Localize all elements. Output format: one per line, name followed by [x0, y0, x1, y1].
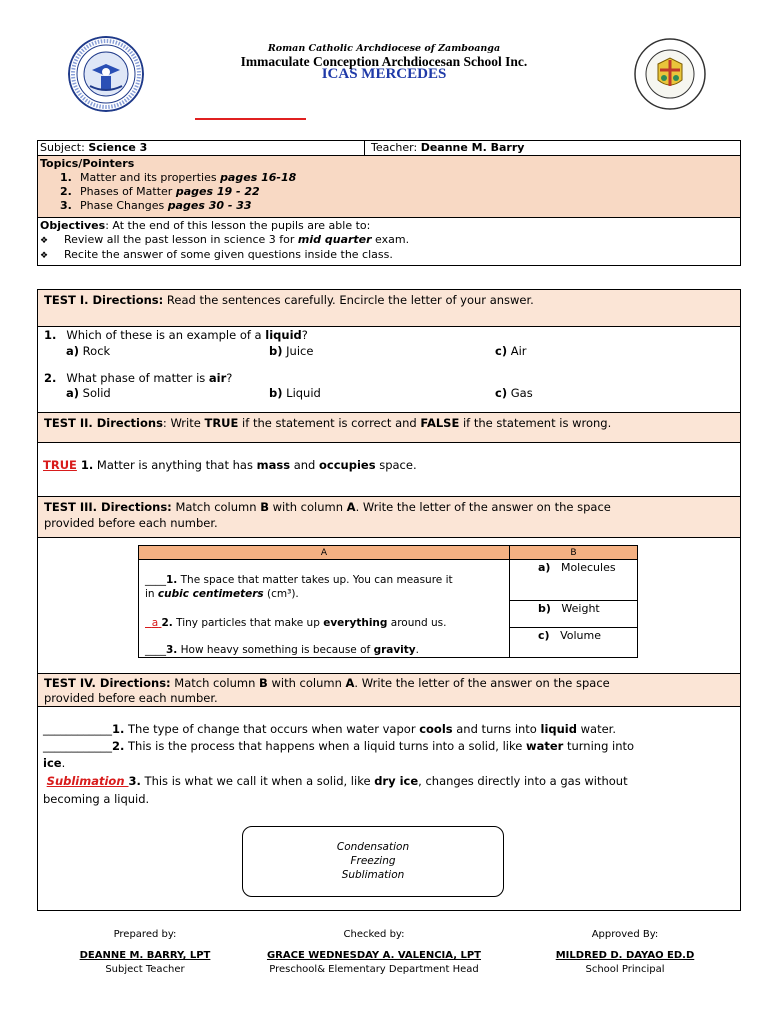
objectives-row: [38, 218, 740, 265]
false-keyword: FALSE: [420, 416, 460, 430]
item-number: 3.: [128, 774, 141, 788]
item-text: How heavy something is because of: [177, 644, 374, 656]
item-keyword: everything: [323, 617, 388, 629]
word-bank-item: Freezing: [350, 855, 396, 867]
topic-text: Phase Changes: [80, 199, 168, 212]
topic-item: [40, 171, 738, 185]
item-keyword: liquid: [540, 722, 577, 736]
test3-directions-part: . Write the letter of the answer on the space: [355, 500, 611, 514]
choice-a[interactable]: a) Solid: [66, 386, 111, 400]
topic-text: Phases of Matter: [80, 185, 176, 198]
item-keyword: cools: [419, 722, 453, 736]
test3-directions-part: Match column: [171, 500, 261, 514]
match-option-c: [510, 628, 637, 657]
option-text: Weight: [561, 602, 600, 615]
choice-b[interactable]: b) Juice: [269, 344, 314, 358]
item-text: and: [290, 458, 319, 472]
match-item-2: [145, 616, 446, 630]
test3-label: TEST III. Directions:: [44, 500, 172, 514]
test4-answer[interactable]: Sublimation: [46, 774, 129, 788]
test4-directions-part: . Write the letter of the answer on the space: [354, 676, 610, 690]
test1-q1: [44, 327, 308, 343]
test4-directions-band: [38, 673, 740, 707]
test3-directions-part: with column: [268, 500, 347, 514]
test2-item: [43, 457, 417, 473]
test4-q1: [43, 721, 733, 737]
item-text: in: [145, 588, 158, 600]
choice-c[interactable]: c) Gas: [495, 386, 533, 400]
signatory-role: School Principal: [585, 964, 665, 975]
signatory-name: MILDRED D. DAYAO ED.D: [555, 950, 695, 961]
column-a-ref: A: [346, 500, 356, 514]
objective-emphasis: mid quarter: [297, 233, 372, 246]
topics-label: Topics/Pointers: [40, 157, 135, 170]
question-end: ?: [226, 371, 233, 385]
objective-item: [40, 233, 738, 248]
teacher-value: Deanne M. Barry: [420, 141, 525, 154]
objectives-intro: : At the end of this lesson the pupils are able to:: [105, 219, 371, 232]
item-keyword: dry ice: [374, 774, 419, 788]
test2-label: TEST II. Directions: [44, 416, 163, 430]
signature-label: Approved By:: [591, 929, 659, 940]
signature-checked: [254, 926, 494, 976]
topic-num: 1.: [60, 171, 72, 184]
word-bank-box: [242, 826, 504, 897]
test2-directions-part: if the statement is wrong.: [459, 416, 612, 430]
subject-label: Subject:: [40, 141, 85, 154]
test2-directions-part: : Write: [162, 416, 205, 430]
answer-blank[interactable]: ____________: [43, 739, 112, 753]
item-text: water.: [576, 722, 617, 736]
test3-directions-band: [38, 496, 740, 538]
diamond-bullet-icon: ❖: [40, 236, 49, 246]
true-keyword: TRUE: [204, 416, 239, 430]
item-text: .: [61, 756, 66, 770]
item-text: Matter is anything that has: [93, 458, 257, 472]
topics-row: [38, 156, 740, 218]
column-b-header: B: [510, 546, 637, 560]
word-bank-item: Condensation: [336, 841, 410, 853]
test3-directions-line2: provided before each number.: [44, 516, 218, 530]
item-number: 2.: [161, 617, 173, 629]
signature-label: Checked by:: [343, 929, 405, 940]
column-b-ref: B: [260, 500, 269, 514]
question-end: ?: [301, 328, 308, 342]
topic-item: [40, 199, 738, 213]
topic-num: 2.: [60, 185, 72, 198]
column-a-ref: A: [345, 676, 355, 690]
option-letter: a): [538, 561, 551, 574]
item-text: (cm³).: [263, 588, 299, 600]
match-option-b: [510, 601, 637, 628]
test1-label: TEST I. Directions:: [44, 293, 164, 307]
column-b-ref: B: [259, 676, 268, 690]
item-text: around us.: [387, 617, 447, 629]
question-text: What phase of matter is: [66, 371, 209, 385]
objective-text-end: exam.: [371, 233, 410, 246]
item-text: The space that matter takes up. You can measure it: [177, 574, 453, 586]
lesson-info-table: [37, 140, 741, 266]
choice-c[interactable]: c) Air: [495, 344, 527, 358]
header-red-rule: [195, 118, 306, 120]
diamond-bullet-icon: ❖: [40, 251, 49, 261]
item-keyword: gravity: [373, 644, 416, 656]
question-keyword: air: [208, 371, 227, 385]
school-name: Immaculate Conception Archdiocesan School Inc.: [240, 54, 528, 69]
subject-value: Science 3: [88, 141, 148, 154]
signatory-role: Subject Teacher: [105, 964, 185, 975]
topic-text: Matter and its properties: [80, 171, 221, 184]
column-a-header: A: [139, 546, 510, 560]
test4-directions-line2: provided before each number.: [44, 691, 218, 705]
test1-q2: [44, 370, 232, 386]
question-keyword: liquid: [265, 328, 302, 342]
signatory-name: DEANNE M. BARRY, LPT: [79, 950, 211, 961]
answer-blank[interactable]: ____: [145, 574, 166, 586]
item-text: The type of change that occurs when water vapor: [124, 722, 420, 736]
item-number: 1.: [76, 458, 94, 472]
item-keyword: ice: [43, 756, 62, 770]
test4-label: TEST IV. Directions:: [44, 676, 171, 690]
teacher-cell: [371, 141, 524, 155]
column-a-cell: [139, 560, 510, 657]
test1-directions: Read the sentences carefully. Encircle the letter of your answer.: [163, 293, 534, 307]
item-number: 3.: [166, 644, 178, 656]
match-item-1: [145, 573, 453, 601]
test2-directions-band: [38, 412, 740, 443]
test4-q3: [43, 772, 733, 808]
objectives-label: Objectives: [40, 219, 106, 232]
item-text: .: [415, 644, 419, 656]
signatory-name: GRACE WEDNESDAY A. VALENCIA, LPT: [266, 950, 482, 961]
topic-item: [40, 185, 738, 199]
item-number: 1.: [166, 574, 178, 586]
match-item-3: [145, 643, 419, 657]
question-number: 2.: [44, 371, 57, 385]
option-letter: c): [538, 629, 550, 642]
topic-num: 3.: [60, 199, 72, 212]
item-number: 1.: [112, 722, 125, 736]
objective-text: Recite the answer of some given questions inside the class.: [64, 248, 393, 261]
teacher-label: Teacher:: [371, 141, 418, 154]
subject-row: [38, 141, 740, 156]
topic-pages: pages 19 - 22: [175, 185, 260, 198]
test2-answer[interactable]: TRUE: [43, 458, 77, 472]
question-text: Which of these is an example of a: [66, 328, 266, 342]
objective-text: Review all the past lesson in science 3 for: [64, 233, 298, 246]
signature-prepared: [25, 926, 265, 976]
item-text: This is what we call it when a solid, like: [140, 774, 375, 788]
objective-item: [40, 248, 738, 263]
choice-a[interactable]: a) Rock: [66, 344, 111, 358]
signature-approved: [505, 926, 745, 976]
test1-directions-band: [38, 290, 740, 327]
signatory-role: Preschool& Elementary Department Head: [269, 964, 479, 975]
campus-name: ICAS MERCEDES: [321, 66, 447, 82]
choice-b[interactable]: b) Liquid: [269, 386, 321, 400]
test4-directions-part: with column: [267, 676, 346, 690]
item-keyword: water: [525, 739, 564, 753]
topic-pages: pages 16-18: [220, 171, 297, 184]
test4-directions-part: Match column: [170, 676, 260, 690]
subject-cell: [38, 141, 365, 155]
item-number: 2.: [112, 739, 125, 753]
word-bank-item: Sublimation: [341, 869, 405, 881]
question-number: 1.: [44, 328, 57, 342]
item-text: turning into: [563, 739, 635, 753]
topic-pages: pages 30 - 33: [167, 199, 252, 212]
item-text: , changes directly into a gas without: [418, 774, 628, 788]
option-text: Molecules: [560, 561, 616, 574]
item-keyword: cubic centimeters: [157, 588, 264, 600]
item-keyword: occupies: [319, 458, 376, 472]
item-text: space.: [375, 458, 417, 472]
signature-label: Prepared by:: [113, 929, 177, 940]
answer-blank[interactable]: ____: [145, 644, 166, 656]
test4-q2: [43, 738, 733, 772]
archdiocese-name: Roman Catholic Archdiocese of Zamboanga: [267, 43, 501, 54]
test2-directions-part: if the statement is correct and: [238, 416, 421, 430]
match-answer[interactable]: a: [151, 617, 159, 629]
matching-table: [138, 545, 638, 658]
option-letter: b): [538, 602, 551, 615]
item-text-line2: becoming a liquid.: [43, 792, 150, 806]
match-option-a: [510, 560, 637, 601]
item-text: and turns into: [452, 722, 541, 736]
option-text: Volume: [560, 629, 601, 642]
item-keyword: mass: [256, 458, 291, 472]
item-text: This is the process that happens when a liquid turns into a solid, like: [124, 739, 526, 753]
answer-blank[interactable]: ____________: [43, 722, 112, 736]
item-text: Tiny particles that make up: [172, 617, 324, 629]
